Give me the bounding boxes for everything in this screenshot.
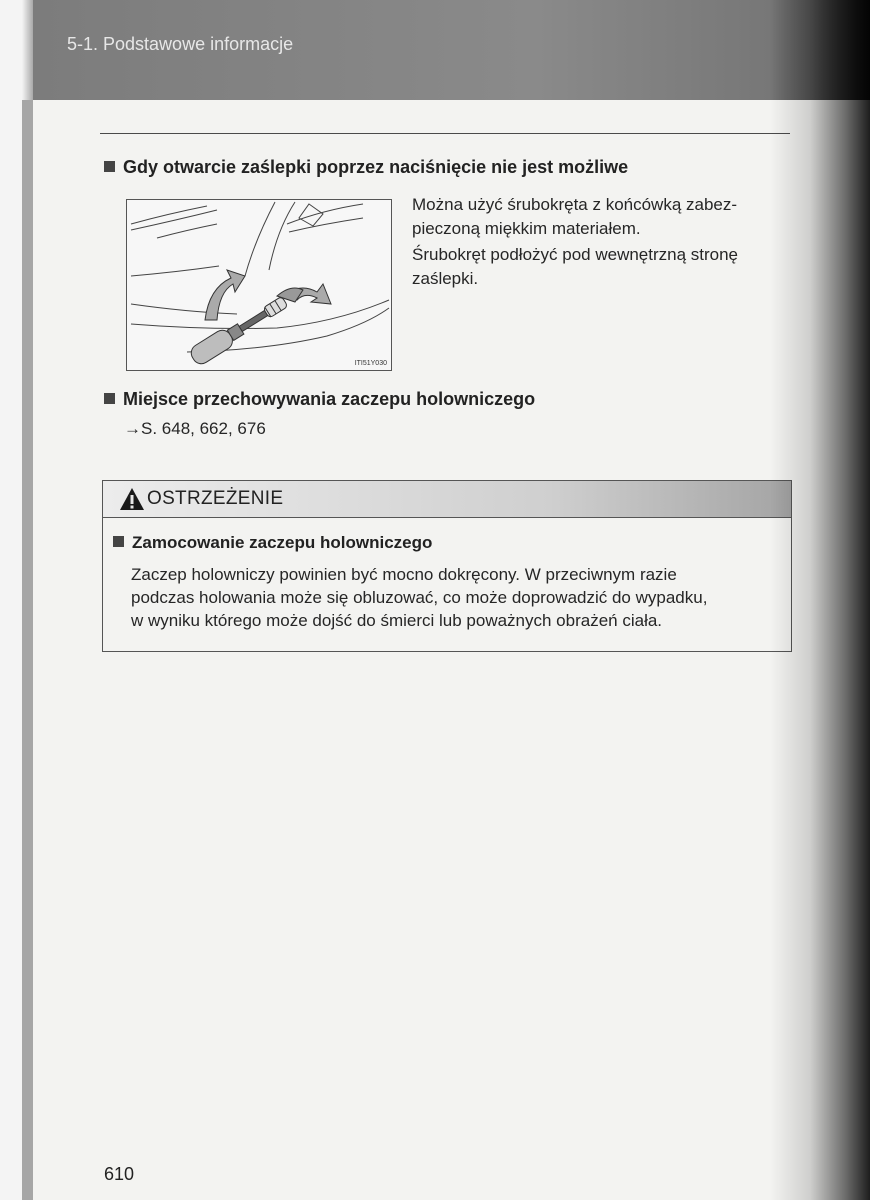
page-margin-band — [22, 100, 33, 1200]
warning-line-1: Zaczep holowniczy powinien być mocno dokręcony. W przeciwnym razie — [131, 565, 677, 584]
warning-header — [103, 481, 791, 518]
warning-triangle-icon — [119, 487, 145, 511]
section2-reference: →S. 648, 662, 676 — [124, 419, 266, 438]
bullet-square-icon — [104, 393, 115, 404]
section1-line-4: zaślepki. — [412, 269, 479, 288]
section-title: 5-1. Podstawowe informacje — [67, 34, 294, 54]
section1-heading-text: Gdy otwarcie zaślepki poprzez naciśnięcie nie jest możliwe — [123, 157, 629, 177]
bullet-square-icon — [113, 536, 124, 547]
section2-heading-text: Miejsce przechowywania zaczepu holowniczego — [123, 389, 536, 409]
screwdriver-illustration — [127, 200, 391, 370]
page-number: 610 — [104, 1164, 135, 1184]
section2-heading — [104, 389, 535, 410]
warning-heading-text: Zamocowanie zaczepu holowniczego — [132, 533, 433, 552]
section1-heading — [104, 157, 628, 178]
section1-line-3: Śrubokręt podłożyć pod wewnętrzną stronę — [412, 245, 739, 264]
figure-code: ITI51Y030 — [354, 360, 387, 367]
section1-line-2: pieczoną miękkim materiałem. — [412, 219, 641, 238]
bullet-square-icon — [104, 161, 115, 172]
warning-label: OSTRZEŻENIE — [147, 488, 284, 509]
warning-line-2: podczas holowania może się obluzować, co może doprowadzić do wypadku, — [131, 588, 708, 607]
top-rule — [100, 133, 790, 134]
warning-box — [102, 480, 792, 652]
section1-line-1: Można użyć śrubokręta z końcówką zabez- — [412, 195, 738, 214]
warning-line-3: w wyniku którego może dojść do śmierci lub poważnych obrażeń ciała. — [131, 611, 663, 630]
figure-screwdriver — [126, 199, 392, 371]
warning-heading — [113, 533, 432, 553]
